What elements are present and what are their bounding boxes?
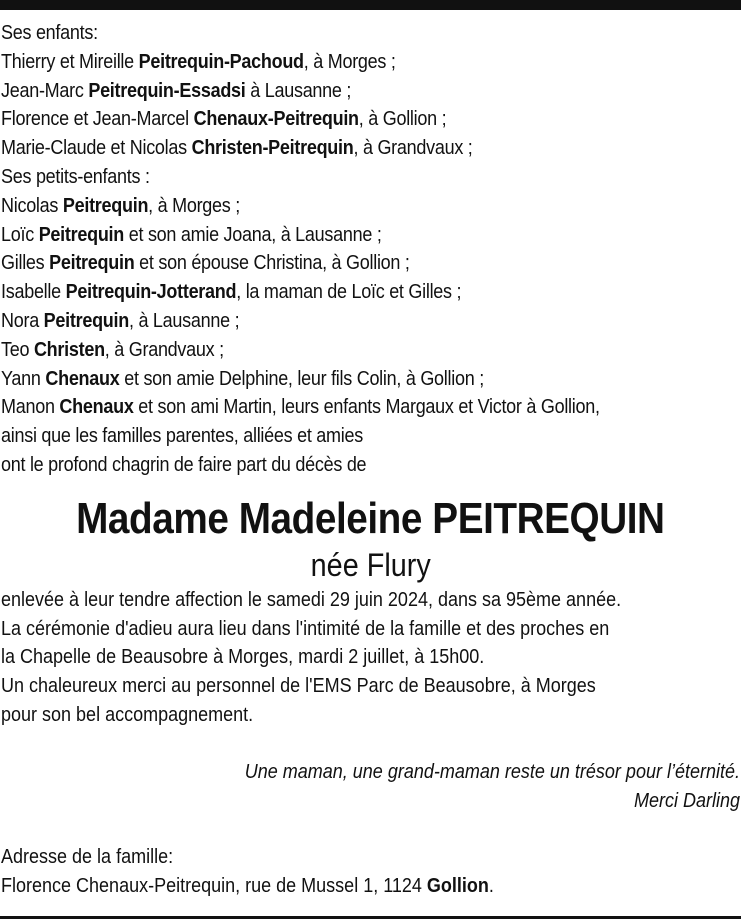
list-item <box>1 365 666 394</box>
deceased-block <box>1 494 740 586</box>
given-names: Marie-Claude et Nicolas <box>1 137 192 160</box>
given-names: Florence et Jean-Marcel <box>1 108 194 131</box>
quote-block <box>1 758 740 816</box>
list-item <box>1 134 666 163</box>
location: , à Grandvaux ; <box>104 338 224 361</box>
top-border-rule <box>0 0 741 10</box>
location: , à Gollion ; <box>358 108 447 131</box>
surname: Chenaux <box>59 396 134 419</box>
address-line <box>1 872 666 901</box>
spacer <box>1 815 740 843</box>
surname: Peitrequin <box>38 223 125 246</box>
closing-line: ont le profond chagrin de faire part du décès de <box>1 453 367 476</box>
deceased-name: Madame Madeleine PEITREQUIN <box>76 493 665 543</box>
body-line: La cérémonie d'adieu aura lieu dans l'intimité de la famille et des proches en <box>1 617 610 640</box>
children-heading: Ses enfants: <box>1 22 98 44</box>
location: , à Morges ; <box>148 194 240 217</box>
list-item <box>1 393 666 422</box>
body-line: enlevée à leur tendre affection le samedi 29 juin 2024, dans sa 95ème année. <box>1 588 622 611</box>
given-names: Teo <box>1 338 34 361</box>
list-item <box>1 105 666 134</box>
surname: Peitrequin-Essadsi <box>88 79 246 102</box>
closing-line: ainsi que les familles parentes, alliées et amies <box>1 425 363 448</box>
list-item <box>1 278 666 307</box>
surname: Chenaux <box>45 367 120 390</box>
list-item <box>1 249 666 278</box>
given-names: Gilles <box>1 252 50 275</box>
grandchildren-list <box>1 192 740 422</box>
location: et son amie Delphine, leur fils Colin, à Gollion ; <box>119 367 484 390</box>
list-item <box>1 48 666 77</box>
surname: Christen-Peitrequin <box>191 137 354 160</box>
death-notice <box>1 19 740 901</box>
list-item <box>1 192 666 221</box>
surname: Peitrequin <box>49 252 135 275</box>
body-line: Un chaleureux merci au personnel de l'EMS Parc de Beausobre, à Morges <box>1 675 596 698</box>
given-names: Manon <box>1 396 60 419</box>
announcement-body <box>1 586 740 730</box>
quote-line: Une maman, une grand-maman reste un trésor pour l’éternité. <box>244 760 741 783</box>
location: et son épouse Christina, à Gollion ; <box>134 252 410 275</box>
grandchildren-heading: Ses petits-enfants : <box>1 165 150 188</box>
location: , la maman de Loïc et Gilles ; <box>236 281 462 304</box>
surname: Peitrequin-Pachoud <box>138 50 304 73</box>
location: , à Grandvaux ; <box>353 137 473 160</box>
surname: Peitrequin <box>62 194 149 217</box>
given-names: Thierry et Mireille <box>1 50 139 73</box>
family-address <box>1 843 740 901</box>
list-item <box>1 336 666 365</box>
surname: Peitrequin-Jotterand <box>65 281 237 304</box>
quote-signature: Merci Darling <box>633 789 740 812</box>
location: et son amie Joana, à Lausanne ; <box>124 223 382 246</box>
bottom-border-rule <box>0 916 741 919</box>
location: à Lausanne ; <box>245 79 352 102</box>
given-names: Isabelle <box>1 281 66 304</box>
list-item <box>1 221 666 250</box>
given-names: Nicolas <box>1 194 63 217</box>
given-names: Yann <box>1 367 46 390</box>
surname: Peitrequin <box>43 309 129 332</box>
given-names: Nora <box>1 309 44 332</box>
surname: Chenaux-Peitrequin <box>193 108 359 131</box>
location: et son ami Martin, leurs enfants Margaux et Victor à Gollion, <box>133 396 600 419</box>
maiden-name: née Flury <box>310 546 431 583</box>
surname: Christen <box>33 338 105 361</box>
address-town: Gollion <box>426 875 489 898</box>
given-names: Jean-Marc <box>1 79 89 102</box>
body-line: la Chapelle de Beausobre à Morges, mardi 2 juillet, à 15h00. <box>1 646 485 669</box>
address-heading: Adresse de la famille: <box>1 846 174 869</box>
location: , à Lausanne ; <box>128 309 240 332</box>
street-address: Florence Chenaux-Peitrequin, rue de Mussel 1, 1124 <box>1 875 427 898</box>
location: , à Morges ; <box>303 50 396 73</box>
spacer <box>1 730 740 758</box>
body-line: pour son bel accompagnement. <box>1 703 254 726</box>
children-list <box>1 48 740 163</box>
address-punctuation: . <box>488 875 494 898</box>
list-item <box>1 307 666 336</box>
given-names: Loïc <box>1 223 39 246</box>
list-item <box>1 77 666 106</box>
